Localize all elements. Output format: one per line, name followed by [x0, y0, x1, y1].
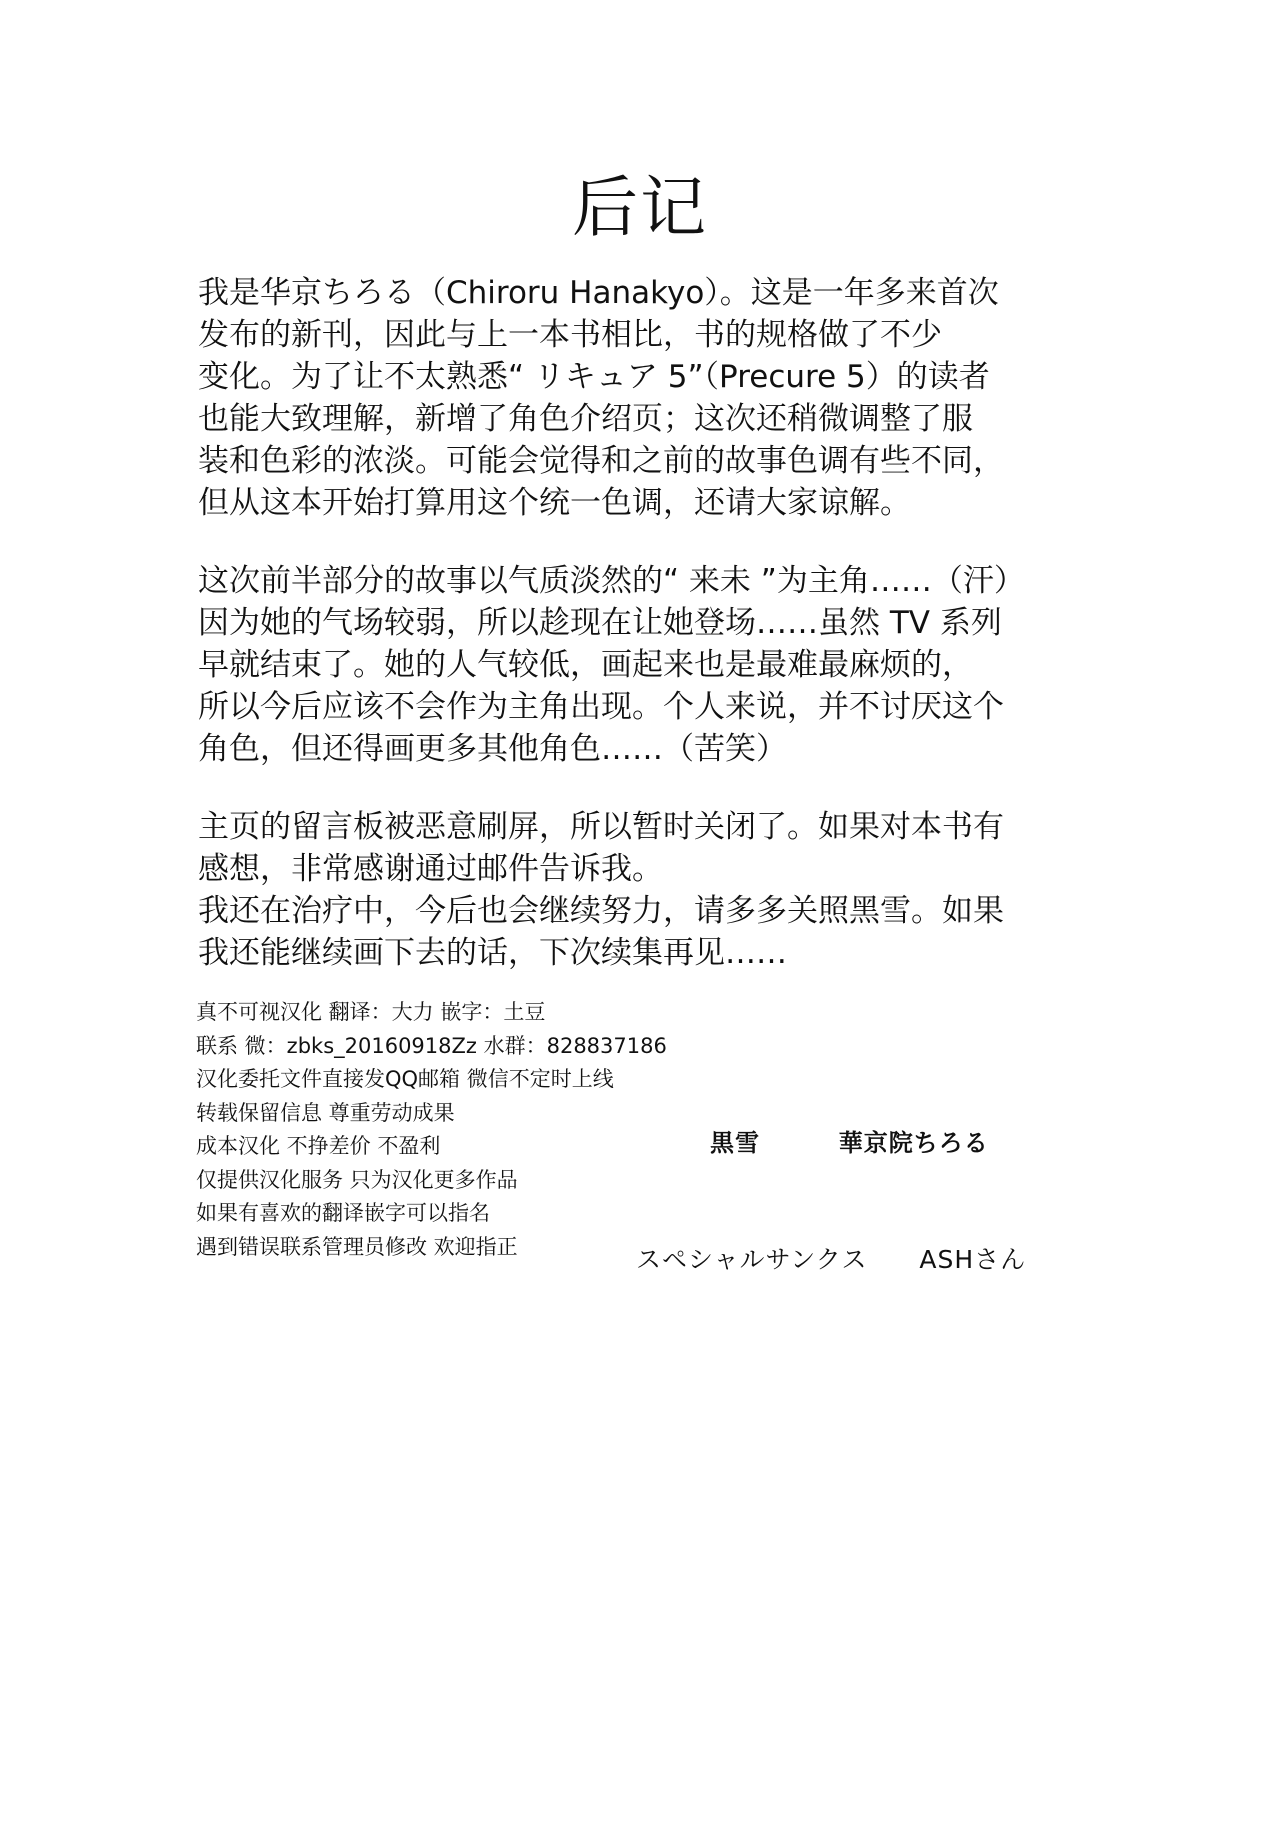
paragraph-intro: [198, 272, 1118, 524]
translation-credits: [196, 996, 696, 1264]
text-line: 我还能继续画下去的话，下次续集再见……: [198, 935, 787, 971]
text-line: 发布的新刊，因此与上一本书相比，书的规格做了不少: [198, 317, 942, 353]
text-line: 我是华京ちろる（Chiroru Hanakyo）。这是一年多来首次: [198, 275, 999, 311]
text-line: 主页的留言板被恶意刷屏，所以暂时关闭了。如果对本书有: [198, 809, 1004, 845]
author-signature: [710, 1128, 989, 1158]
text-line: 也能大致理解，新增了角色介绍页；这次还稍微调整了服: [198, 401, 973, 437]
text-line: 因为她的气场较弱，所以趁现在让她登场……虽然 TV 系列: [198, 605, 1002, 641]
special-thanks-label: スペシャルサンクス: [636, 1245, 868, 1274]
credit-line: 真不可视汉化 翻译：大力 嵌字：土豆: [196, 1000, 546, 1024]
text-line: 所以今后应该不会作为主角出现。个人来说，并不讨厌这个: [198, 689, 1004, 725]
circle-name: 黒雪: [710, 1129, 760, 1157]
text-line: 变化。为了让不太熟悉“ リキュア 5”（Precure 5）的读者: [198, 359, 990, 395]
text-line: 但从这本开始打算用这个统一色调，还请大家谅解。: [198, 485, 911, 521]
credit-line: 联系 微：zbks_20160918Zz 水群：828837186: [196, 1033, 667, 1058]
credit-line: 成本汉化 不挣差价 不盈利: [196, 1134, 441, 1158]
credit-line: 如果有喜欢的翻译嵌字可以指名: [196, 1201, 490, 1225]
paragraph-story: [198, 560, 1118, 770]
text-line: 早就结束了。她的人气较低，画起来也是最难最麻烦的，: [198, 647, 973, 683]
text-line: 角色，但还得画更多其他角色……（苦笑）: [198, 731, 787, 767]
credit-line: 遇到错误联系管理员修改 欢迎指正: [196, 1234, 518, 1259]
credit-line: 仅提供汉化服务 只为汉化更多作品: [196, 1167, 518, 1192]
author-name: 華京院ちろる: [838, 1129, 989, 1157]
special-thanks-name: ASHさん: [919, 1245, 1027, 1274]
text-line: 感想，非常感谢通过邮件告诉我。: [198, 851, 663, 887]
paragraph-closing: [198, 806, 1118, 974]
text-line: 这次前半部分的故事以气质淡然的“ 来未 ”为主角……（汗）: [198, 563, 1025, 599]
text-line: 我还在治疗中，今后也会继续努力，请多多关照黑雪。如果: [198, 893, 1004, 929]
credit-line: 汉化委托文件直接发QQ邮箱 微信不定时上线: [196, 1067, 614, 1091]
credit-line: 转载保留信息 尊重劳动成果: [196, 1100, 455, 1125]
page-title: 后记: [572, 169, 708, 246]
special-thanks: [636, 1245, 1026, 1275]
afterword-body: [198, 272, 1118, 1010]
text-line: 装和色彩的浓淡。可能会觉得和之前的故事色调有些不同，: [198, 443, 1004, 479]
